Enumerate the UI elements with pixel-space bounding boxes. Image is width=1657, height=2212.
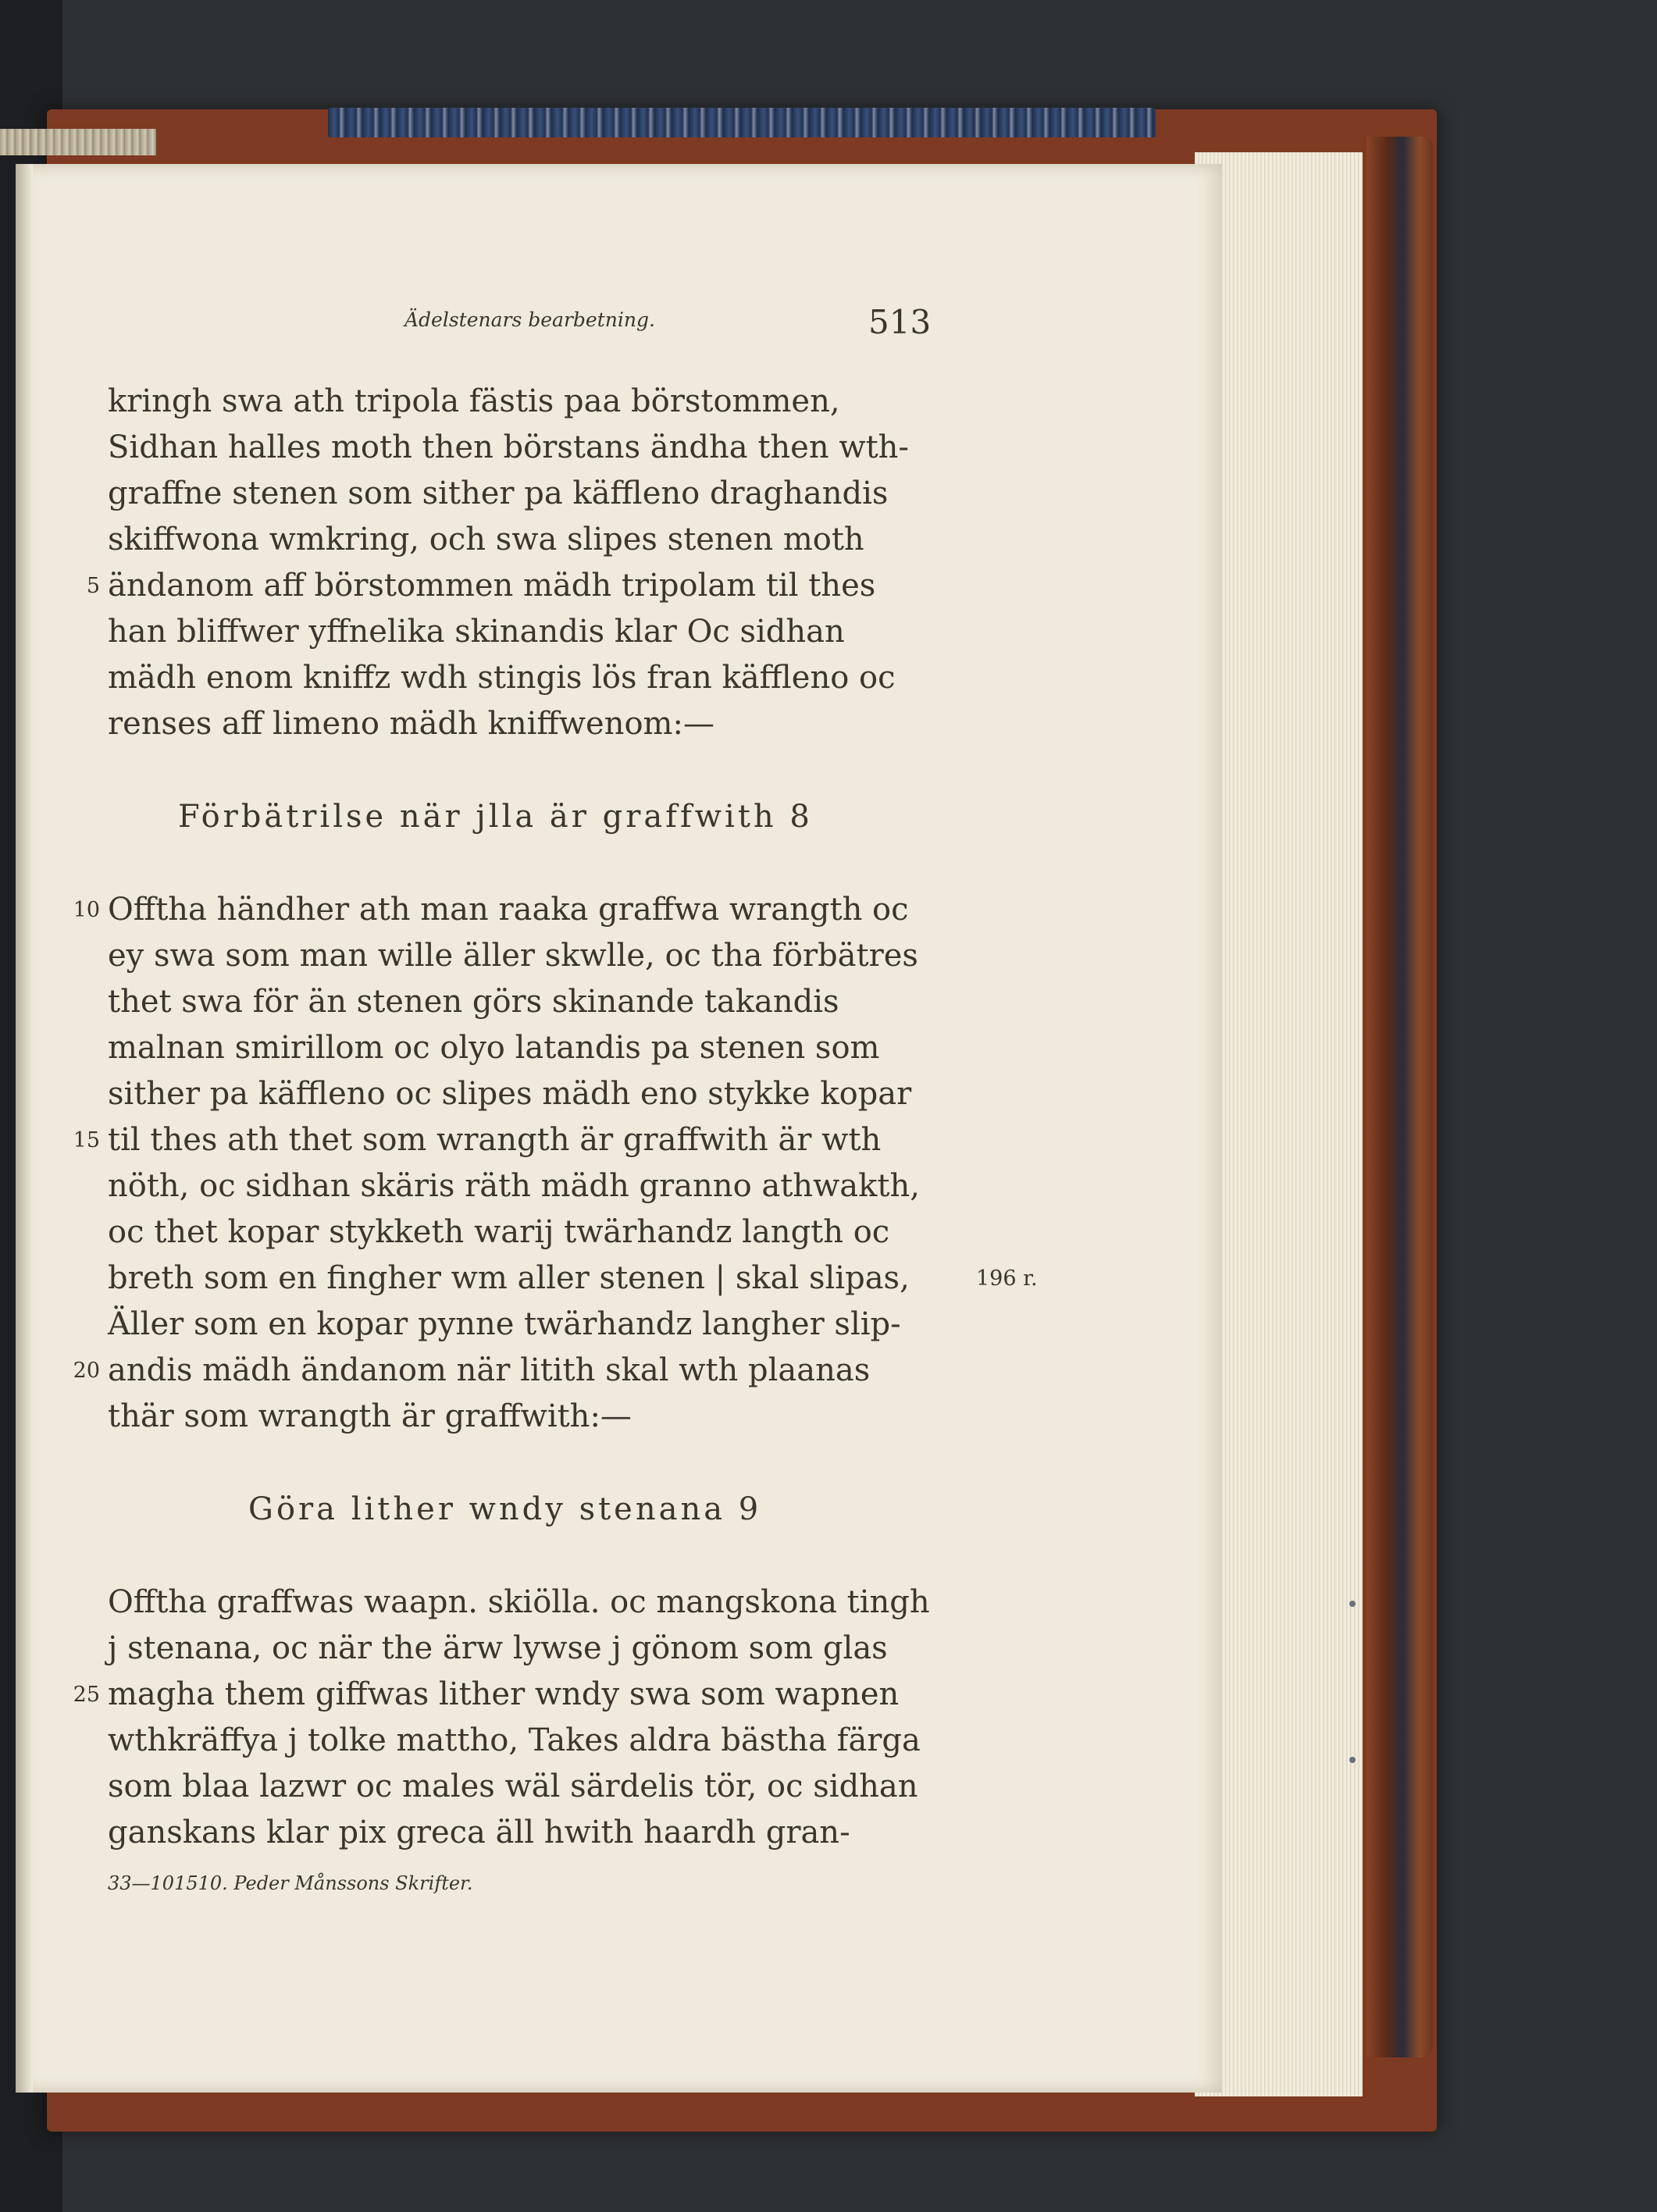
line-number: 5 <box>86 574 100 598</box>
text-line <box>73 1672 967 1718</box>
text-line <box>108 1163 967 1209</box>
text-line <box>108 1764 967 1810</box>
line-text: magha them giffwas lither wndy swa som wapnen <box>108 1676 900 1712</box>
text-line <box>108 701 967 747</box>
line-text: graffne stenen som sither pa käffleno draghandis <box>108 476 889 511</box>
line-text: renses aff limeno mädh kniffwenom:— <box>108 706 714 742</box>
text-line <box>108 425 967 471</box>
book-headband <box>328 108 1156 137</box>
text-line <box>73 1117 967 1163</box>
line-text: oc thet kopar stykketh warij twärhandz langth oc <box>108 1214 890 1250</box>
line-text: ey swa som man wille äller skwlle, oc tha förbätres <box>108 938 918 974</box>
text-line <box>108 1256 1038 1302</box>
headband-left <box>0 129 156 155</box>
running-head: Ädelstenars bearbetning. <box>404 308 655 331</box>
line-text: skiffwona wmkring, och swa slipes stenen moth <box>108 522 864 557</box>
line-number: 15 <box>73 1128 100 1152</box>
text-block <box>73 379 1038 1856</box>
page-gutter <box>16 164 33 2093</box>
line-text: mädh enom kniffz wdh stingis lös fran käffleno oc <box>108 660 896 696</box>
footer-signature: 33—101510. Peder Månssons Skrifter. <box>108 1872 473 1894</box>
line-text: sither pa käffleno oc slipes mädh eno stykke kopar <box>108 1076 912 1112</box>
line-text: til thes ath thet som wrangth är graffwith är wth <box>108 1122 882 1158</box>
text-line <box>73 887 967 933</box>
line-number: 10 <box>73 898 100 922</box>
margin-note: 196 r. <box>976 1266 1038 1291</box>
text-line <box>108 609 967 655</box>
text-line <box>108 471 967 517</box>
text-line <box>108 979 967 1025</box>
text-line <box>108 1209 967 1256</box>
text-line <box>108 1580 967 1626</box>
section-heading: Förbätrilse när jlla är graffwith 8 <box>178 799 813 835</box>
line-text: Äller som en kopar pynne twärhandz langher slip- <box>108 1306 901 1342</box>
line-text: wthkräffya j tolke mattho, Takes aldra bästha färga <box>108 1722 921 1758</box>
speck <box>1349 1601 1356 1607</box>
text-line <box>108 1394 967 1440</box>
line-text: Offtha händher ath man raaka graffwa wrangth oc <box>108 892 909 928</box>
line-text: som blaa lazwr oc males wäl särdelis tör, oc sidhan <box>108 1769 918 1804</box>
page-number: 513 <box>868 303 932 341</box>
text-line <box>108 1071 967 1117</box>
text-line <box>108 1626 967 1672</box>
line-number: 25 <box>73 1683 100 1707</box>
text-line <box>108 1810 967 1856</box>
speck <box>1349 1757 1356 1763</box>
text-line <box>73 1348 967 1394</box>
line-text: han bliffwer yffnelika skinandis klar Oc sidhan <box>108 614 845 650</box>
text-line <box>108 1302 967 1348</box>
line-text: thär som wrangth är graffwith:— <box>108 1398 632 1434</box>
line-text: j stenana, oc när the ärw lywse j gönom som glas <box>108 1630 888 1666</box>
line-text: nöth, oc sidhan skäris räth mädh granno athwakth, <box>108 1168 920 1204</box>
text-line <box>108 1025 967 1071</box>
line-text: andis mädh ändanom när litith skal wth plaanas <box>108 1352 871 1388</box>
book-cover-edge <box>1367 137 1433 2057</box>
line-text: Offtha graffwas waapn. skiölla. oc mangskona tingh <box>108 1584 930 1620</box>
line-text: ganskans klar pix greca äll hwith haardh gran- <box>108 1815 850 1850</box>
text-line <box>108 933 967 979</box>
line-text: kringh swa ath tripola fästis paa börstommen, <box>108 383 840 419</box>
section-heading: Göra lither wndy stenana 9 <box>248 1491 762 1527</box>
line-text: ändanom aff börstommen mädh tripolam til thes <box>108 568 876 604</box>
text-line <box>108 655 967 701</box>
line-text: thet swa för än stenen görs skinande takandis <box>108 984 839 1020</box>
line-number: 20 <box>73 1359 100 1383</box>
line-text: breth som en fingher wm aller stenen | skal slipas, <box>108 1260 910 1296</box>
line-text: Sidhan halles moth then börstans ändha then wth- <box>108 429 909 465</box>
text-line <box>86 563 967 609</box>
text-line <box>108 517 967 563</box>
text-line <box>108 379 967 425</box>
text-line <box>108 1718 967 1764</box>
line-text: malnan smirillom oc olyo latandis pa stenen som <box>108 1030 880 1066</box>
